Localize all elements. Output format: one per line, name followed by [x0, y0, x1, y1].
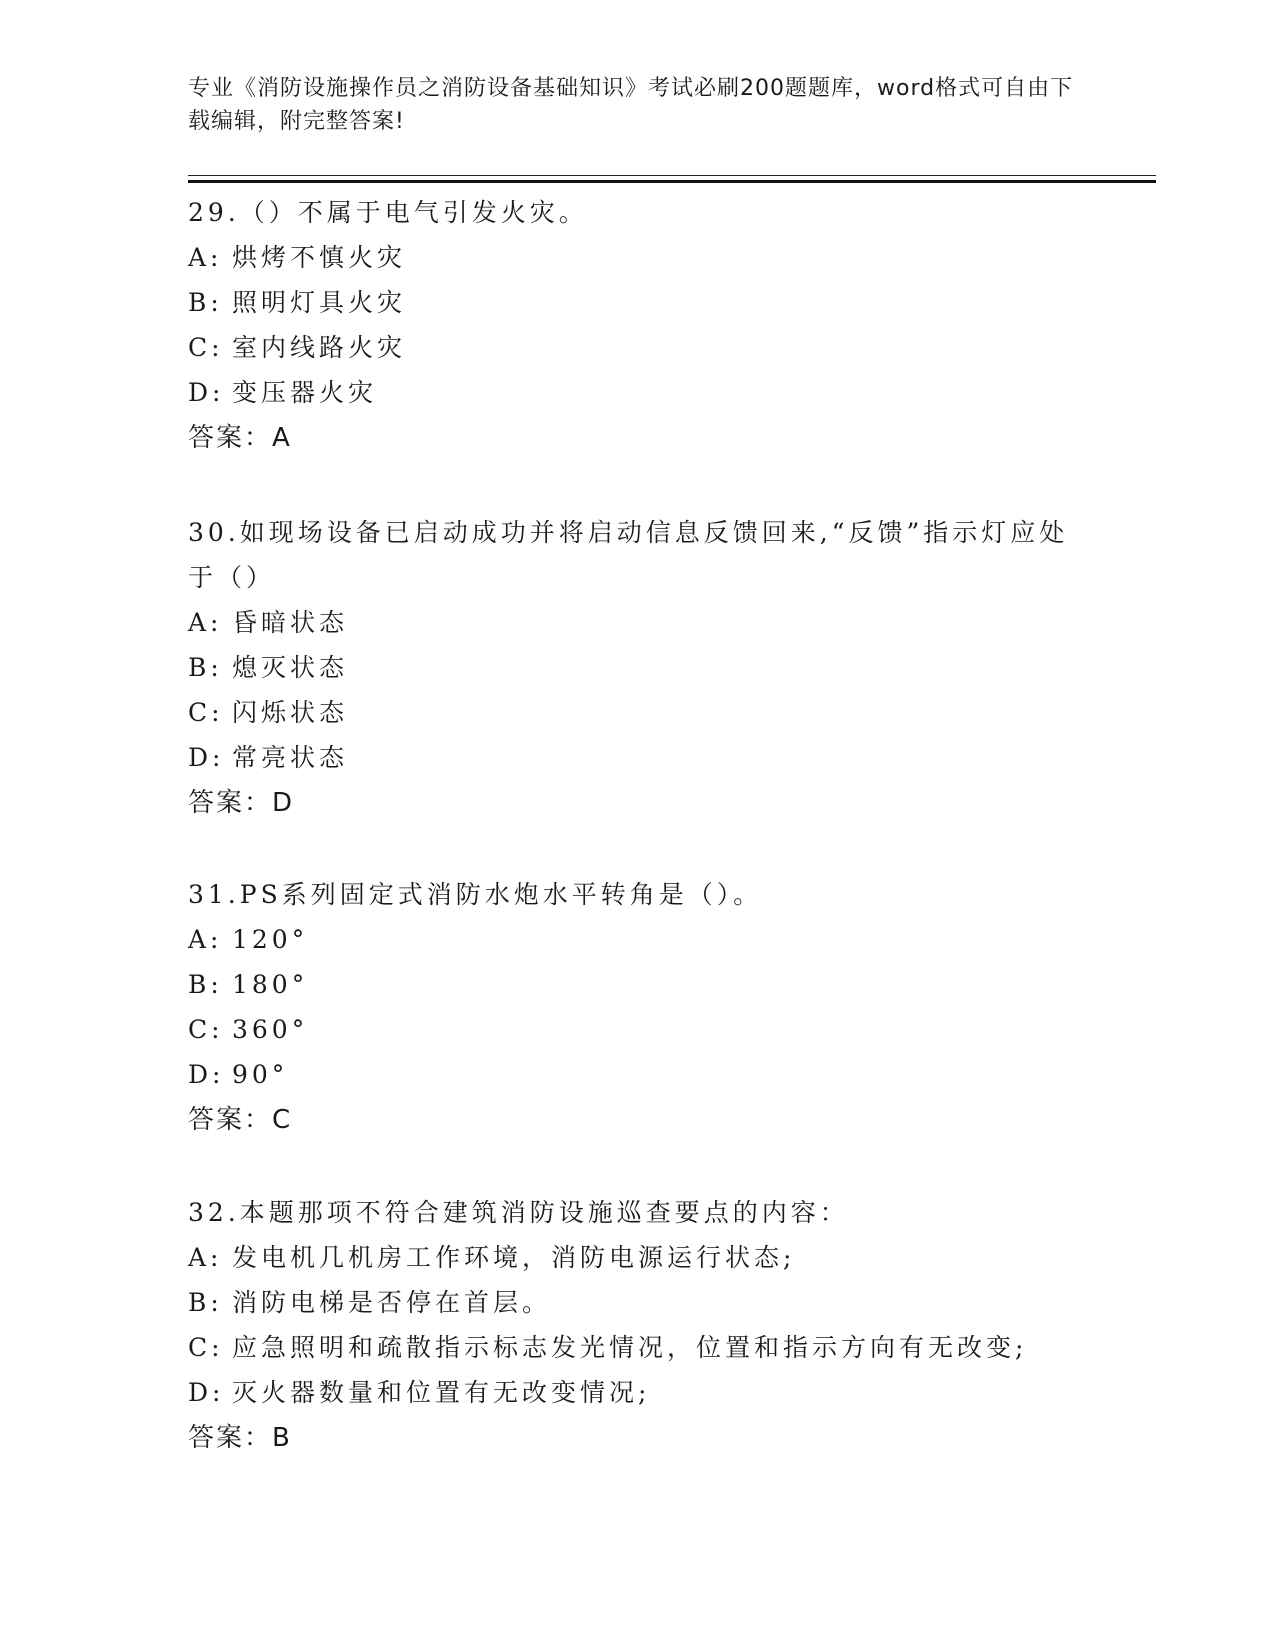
option-b: [188, 280, 1088, 325]
question-stem: 31.PS系列固定式消防水炮水平转角是（）。: [188, 880, 763, 909]
option-c: [188, 1325, 1088, 1370]
option-text: 室内线路火灾: [232, 333, 407, 362]
option-text: 360°: [232, 1015, 309, 1044]
option-label: B:: [188, 970, 223, 999]
header-divider-thin: [188, 175, 1156, 176]
option-b: [188, 1280, 1088, 1325]
option-a: [188, 235, 1088, 280]
option-label: A:: [188, 243, 223, 272]
option-d: [188, 1052, 1088, 1097]
option-text: 变压器火灾: [232, 378, 378, 407]
question-30: [188, 510, 1088, 826]
option-label: D:: [188, 1060, 225, 1089]
option-text: 发电机几机房工作环境，消防电源运行状态;: [232, 1243, 796, 1272]
option-label: D:: [188, 1378, 225, 1407]
option-text: 灭火器数量和位置有无改变情况;: [232, 1378, 651, 1407]
answer-line: 答案：A: [188, 423, 292, 453]
question-29: [188, 190, 1088, 461]
option-label: A:: [188, 1243, 223, 1272]
option-b: [188, 645, 1088, 690]
option-b: [188, 962, 1088, 1007]
question-31: [188, 872, 1088, 1143]
option-text: 应急照明和疏散指示标志发光情况，位置和指示方向有无改变;: [232, 1333, 1028, 1362]
option-label: B:: [188, 653, 223, 682]
option-text: 消防电梯是否停在首层。: [232, 1288, 552, 1317]
option-text: 180°: [232, 970, 309, 999]
option-text: 闪烁状态: [232, 698, 349, 727]
option-label: B:: [188, 288, 223, 317]
option-label: D:: [188, 378, 225, 407]
option-text: 90°: [232, 1060, 289, 1089]
question-32: [188, 1190, 1088, 1461]
option-c: [188, 690, 1088, 735]
option-label: C:: [188, 698, 224, 727]
option-c: [188, 325, 1088, 370]
option-text: 照明灯具火灾: [232, 288, 407, 317]
header-divider-thick: [188, 180, 1156, 183]
option-label: B:: [188, 1288, 223, 1317]
question-stem: 32.本题那项不符合建筑消防设施巡查要点的内容：: [188, 1198, 849, 1227]
option-label: A:: [188, 925, 223, 954]
answer-line: 答案：C: [188, 1105, 293, 1135]
option-text: 熄灭状态: [232, 653, 349, 682]
option-label: A:: [188, 608, 223, 637]
answer-line: 答案：D: [188, 788, 295, 818]
option-label: C:: [188, 333, 224, 362]
option-label: D:: [188, 743, 225, 772]
option-c: [188, 1007, 1088, 1052]
option-d: [188, 370, 1088, 415]
question-stem: 29.（）不属于电气引发火灾。: [188, 198, 588, 227]
option-a: [188, 917, 1088, 962]
option-d: [188, 735, 1088, 780]
option-label: C:: [188, 1333, 224, 1362]
option-text: 昏暗状态: [232, 608, 349, 637]
option-a: [188, 1235, 1088, 1280]
option-a: [188, 600, 1088, 645]
answer-line: 答案：B: [188, 1423, 292, 1453]
option-text: 烘烤不慎火灾: [232, 243, 407, 272]
option-text: 常亮状态: [232, 743, 349, 772]
option-text: 120°: [232, 925, 309, 954]
option-label: C:: [188, 1015, 224, 1044]
option-d: [188, 1370, 1088, 1415]
document-header: 专业《消防设施操作员之消防设备基础知识》考试必刷200题题库，word格式可自由下载编辑，附完整答案!: [188, 76, 1074, 134]
question-stem: 30.如现场设备已启动成功并将启动信息反馈回来,“反馈”指示灯应处于（）: [188, 518, 1069, 592]
